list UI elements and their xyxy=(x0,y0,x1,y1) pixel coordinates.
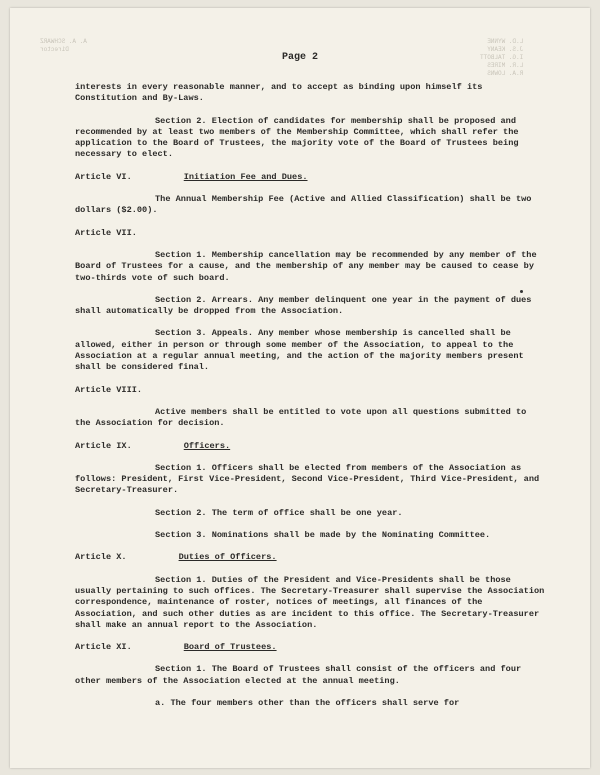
paragraph: Section 2. Election of candidates for membership shall be proposed and recommended by at least two members of the Membership Committee, which shall refer the application to the Board of Trustees, the majority vote of the Board of Trustees being necessary to elect. xyxy=(75,115,524,160)
paragraph: Section 3. Nominations shall be made by the Nominating Committee. xyxy=(155,530,491,541)
article-heading xyxy=(75,441,545,452)
paragraph: Section 1. Membership cancellation may be recommended by any member of the Board of Trustees for a cause, and the membership of any member may be caused to cease by two-thirds vote of such board. xyxy=(75,249,542,283)
bleed-through-line: L.D. WYNNE xyxy=(487,38,524,45)
article-heading xyxy=(75,642,545,653)
document-body xyxy=(75,82,550,720)
bleed-through-line: A. A. SCHWARZ xyxy=(40,38,87,45)
article-number: Article VII. xyxy=(75,227,137,238)
bleed-through-line: J.S. KEANY xyxy=(487,46,524,53)
paragraph: Section 1. The Board of Trustees shall consist of the officers and four other members of the Association elected at the annual meeting. xyxy=(75,664,527,686)
paragraph: Section 3. Appeals. Any member whose membership is cancelled shall be allowed, either in person or through some member of the Association, to appeal to the Association at a regular annual meeting, and the action of the majority members present shall be considered final. xyxy=(75,328,529,373)
paragraph: Section 1. Duties of the President and Vice-Presidents shall be those usually pertaining to such offices. The Secretary-Treasurer shall supervise the Association correspondence, maintenance of roster, notices of meetings, all finances of the Association, and such other duties as are incident to this office. The Secretary-Treasurer shall make an annual report to the Association. xyxy=(75,574,550,630)
paragraph: The Annual Membership Fee (Active and Allied Classification) shall be two dollars ($2.00). xyxy=(75,194,537,216)
paragraph: a. The four members other than the officers shall serve for xyxy=(155,697,460,708)
article-number: Article VIII. xyxy=(75,384,143,395)
paragraph: Section 2. Arrears. Any member delinquent one year in the payment of dues shall automatically be dropped from the Association. xyxy=(75,294,537,317)
paragraph: Section 2. The term of office shall be one year. xyxy=(155,507,403,518)
ink-spot xyxy=(520,290,523,293)
article-number: Article X. xyxy=(75,552,127,563)
article-heading xyxy=(75,385,545,396)
article-title: Duties of Officers. xyxy=(178,552,277,563)
article-number: Article IX. xyxy=(75,440,132,451)
article-heading xyxy=(75,172,545,183)
article-title: Officers. xyxy=(183,440,231,451)
bleed-through-line: I.G. TALBOTT xyxy=(480,54,524,61)
bleed-through-line: L.R. MIRES xyxy=(487,62,524,69)
document-page xyxy=(10,8,590,768)
article-number: Article VI. xyxy=(75,171,132,182)
paragraph: Section 1. Officers shall be elected from members of the Association as follows: President, First Vice-President, Second Vice-President, Third Vice-President, and Secretary-Treasurer. xyxy=(75,462,545,496)
article-title: Board of Trustees. xyxy=(183,642,277,653)
paragraph: interests in every reasonable manner, and to accept as binding upon himself its Constitution and By-Laws. xyxy=(75,82,488,104)
page-label: Page 2 xyxy=(281,52,318,63)
article-heading xyxy=(75,552,545,563)
bleed-through-line: Director xyxy=(40,46,69,53)
article-title: Initiation Fee and Dues. xyxy=(183,171,308,182)
bleed-through-line: R.A. LOWNS xyxy=(487,70,524,77)
article-number: Article XI. xyxy=(75,642,132,653)
article-heading xyxy=(75,228,545,239)
paragraph: Active members shall be entitled to vote upon all questions submitted to the Association for decision. xyxy=(75,406,532,429)
